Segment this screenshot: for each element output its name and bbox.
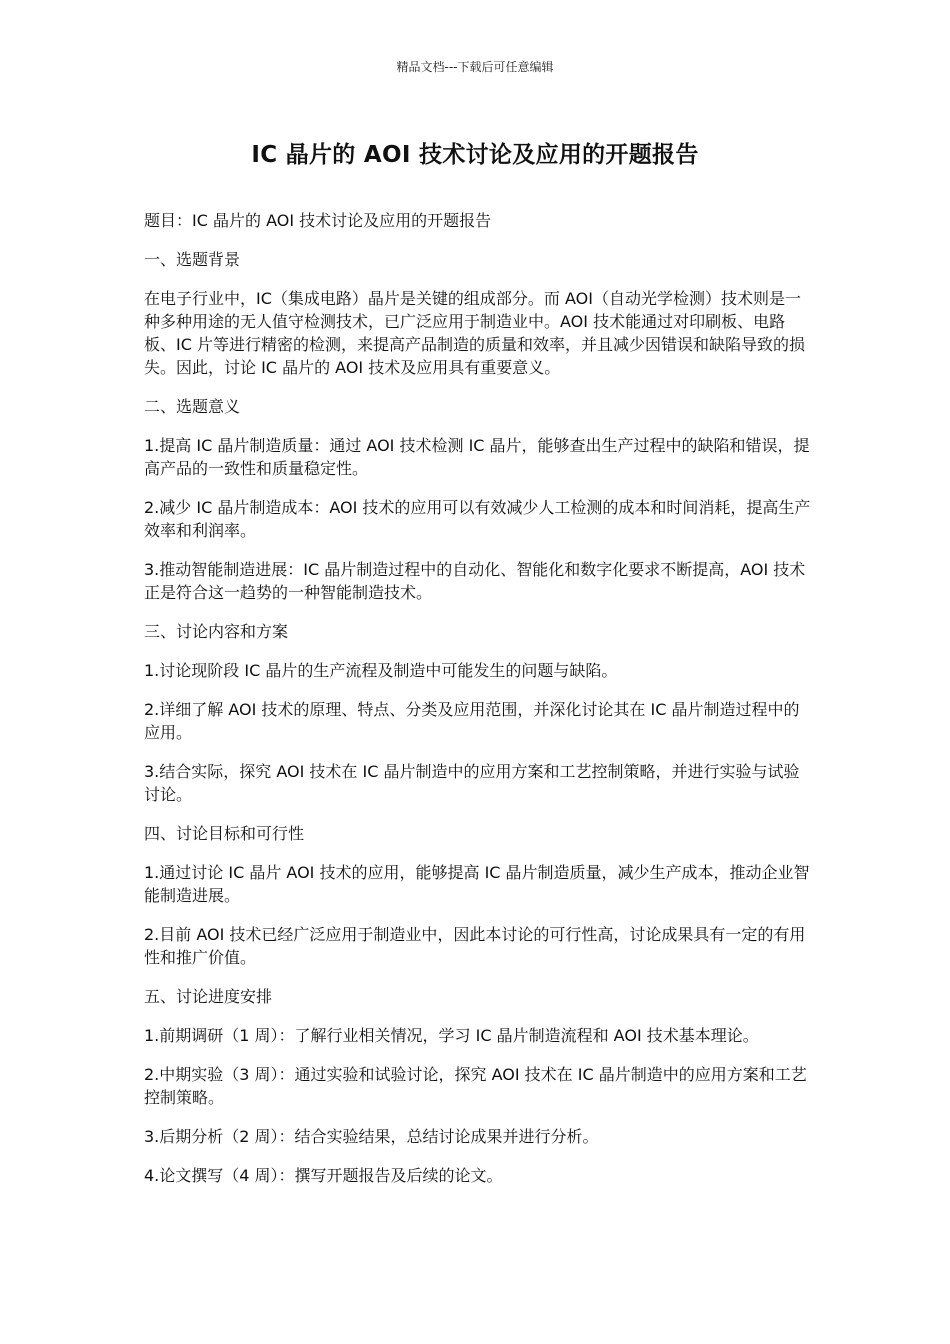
section-heading-background: 一、选题背景 (144, 250, 241, 269)
content-item: 3.结合实际，探究 AOI 技术在 IC 晶片制造中的应用方案和工艺控制策略，并进行实验与试验讨论。 (144, 762, 800, 804)
document-body (144, 209, 812, 1203)
content-item: 2.详细了解 AOI 技术的原理、特点、分类及应用范围，并深化讨论其在 IC 晶片制造过程中的应用。 (144, 700, 800, 742)
content-item: 1.讨论现阶段 IC 晶片的生产流程及制造中可能发生的问题与缺陷。 (144, 661, 618, 680)
topic-line: 题目：IC 晶片的 AOI 技术讨论及应用的开题报告 (144, 211, 492, 230)
goals-item: 1.通过讨论 IC 晶片 AOI 技术的应用，能够提高 IC 晶片制造质量，减少生产成本，推动企业智能制造进展。 (144, 863, 810, 905)
significance-item: 2.减少 IC 晶片制造成本：AOI 技术的应用可以有效减少人工检测的成本和时间消耗，提高生产效率和利润率。 (144, 498, 811, 540)
section-heading-content: 三、讨论内容和方案 (144, 622, 289, 641)
schedule-item: 1.前期调研（1 周）：了解行业相关情况，学习 IC 晶片制造流程和 AOI 技术基本理论。 (144, 1026, 759, 1045)
goals-item: 2.目前 AOI 技术已经广泛应用于制造业中，因此本讨论的可行性高，讨论成果具有一定的有用性和推广价值。 (144, 925, 806, 967)
document-title: IC 晶片的 AOI 技术讨论及应用的开题报告 (251, 142, 699, 168)
section-heading-goals: 四、讨论目标和可行性 (144, 824, 305, 843)
section-heading-significance: 二、选题意义 (144, 397, 241, 416)
schedule-item: 2.中期实验（3 周）：通过实验和试验讨论，探究 AOI 技术在 IC 晶片制造中的应用方案和工艺控制策略。 (144, 1065, 807, 1107)
significance-item: 3.推动智能制造进展：IC 晶片制造过程中的自动化、智能化和数字化要求不断提高，AOI 技术正是符合这一趋势的一种智能制造技术。 (144, 560, 806, 602)
page-header: 精品文档---下载后可任意编辑 (396, 60, 554, 74)
background-paragraph: 在电子行业中，IC（集成电路）晶片是关键的组成部分。而 AOI（自动光学检测）技术则是一种多种用途的无人值守检测技术，已广泛应用于制造业中。AOI 技术能通过对印刷板、电路板、IC 片等进行精密的检测，来提高产品制造的质量和效率，并且减少因错误和缺陷导致的损失。因此，讨论 IC 晶片的 AOI 技术及应用具有重要意义。 (144, 289, 805, 377)
significance-item: 1.提高 IC 晶片制造质量：通过 AOI 技术检测 IC 晶片，能够查出生产过程中的缺陷和错误，提高产品的一致性和质量稳定性。 (144, 436, 810, 478)
schedule-item: 3.后期分析（2 周）：结合实验结果，总结讨论成果并进行分析。 (144, 1127, 599, 1146)
section-heading-schedule: 五、讨论进度安排 (144, 987, 273, 1006)
schedule-item: 4.论文撰写（4 周）：撰写开题报告及后续的论文。 (144, 1166, 503, 1185)
